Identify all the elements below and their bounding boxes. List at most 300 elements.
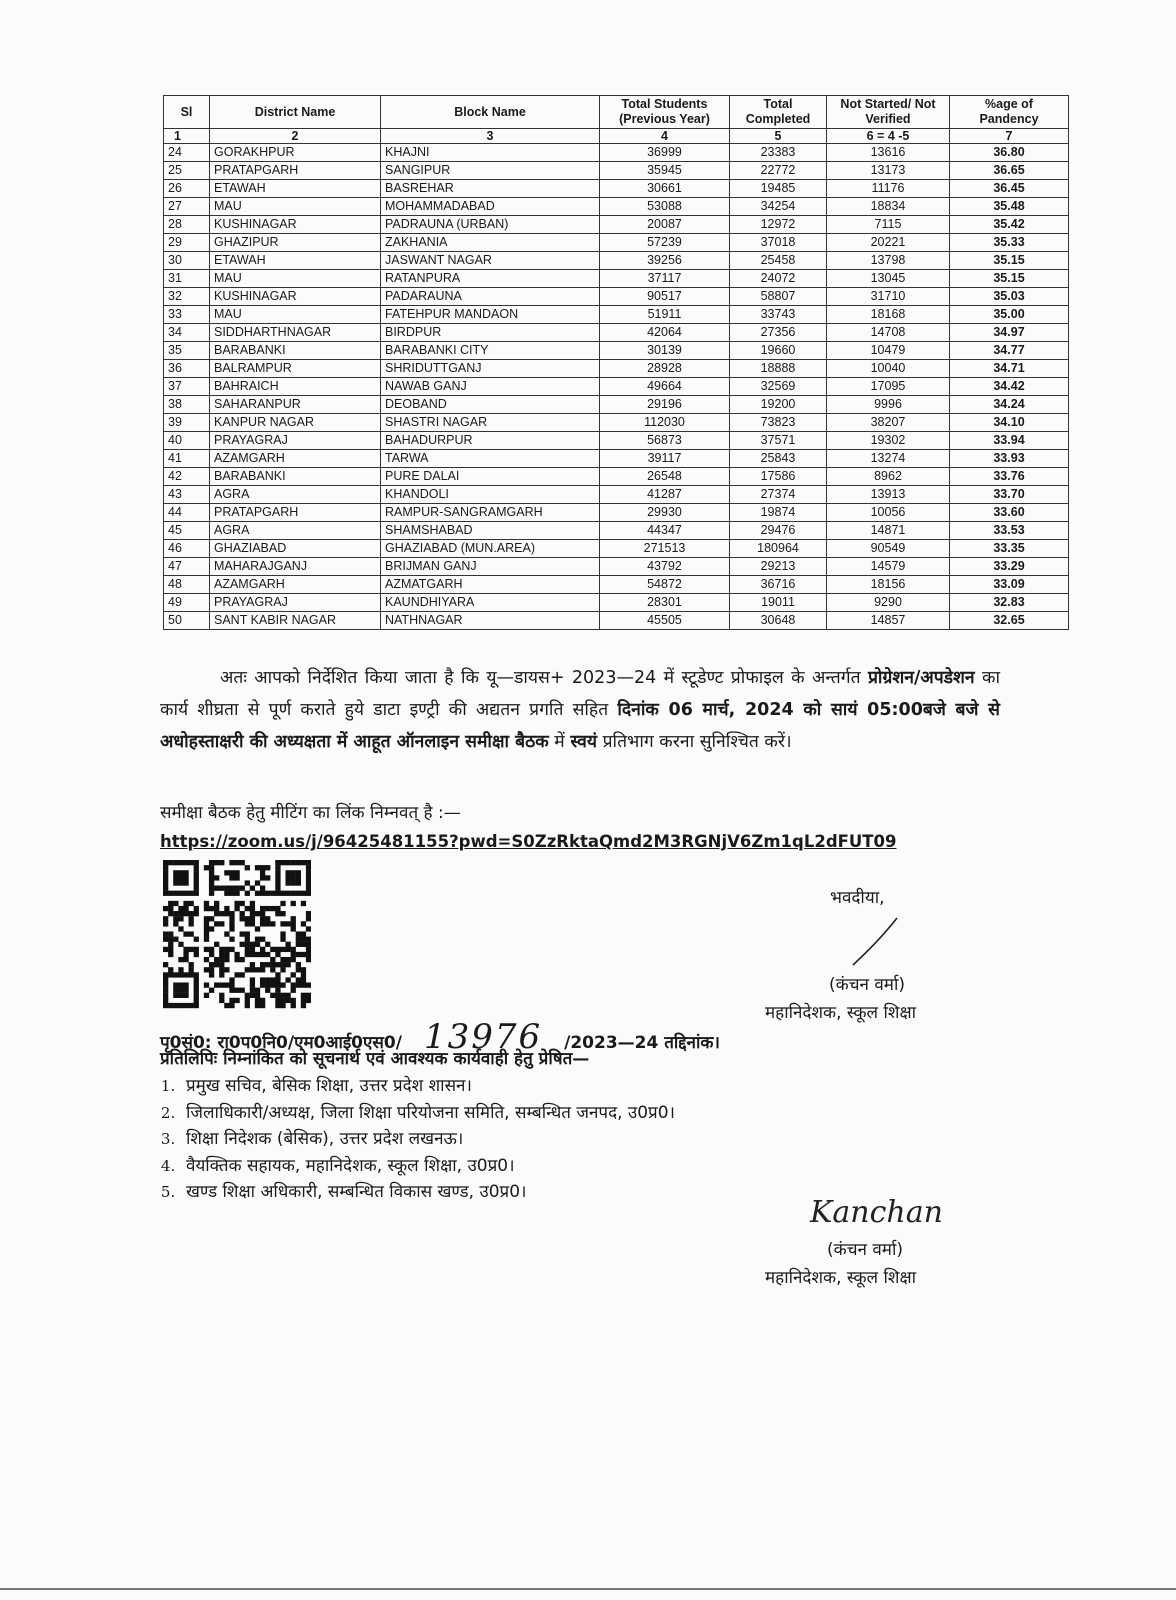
qr-module [209, 916, 214, 921]
qr-module [204, 916, 209, 921]
row-sl: 37 [164, 378, 210, 396]
row-pendency: 35.00 [950, 306, 1069, 324]
row-total-students: 90517 [600, 288, 730, 306]
row-block: NAWAB GANJ [381, 378, 600, 396]
signatory-name: (कंचन वर्मा) [829, 975, 905, 995]
qr-module [270, 891, 275, 896]
qr-module [229, 916, 234, 921]
qr-module [194, 911, 199, 916]
row-district: PRATAPGARH [210, 162, 381, 180]
qr-module [194, 891, 199, 896]
col-number: 5 [730, 129, 827, 144]
qr-module [296, 962, 301, 967]
qr-module [189, 962, 194, 967]
qr-module [296, 875, 301, 880]
qr-module [260, 937, 265, 942]
qr-module [275, 952, 280, 957]
qr-module [214, 942, 219, 947]
qr-module [265, 906, 270, 911]
row-district: KUSHINAGAR [210, 216, 381, 234]
qr-module [270, 993, 275, 998]
row-block: PADRAUNA (URBAN) [381, 216, 600, 234]
row-total-students: 42064 [600, 324, 730, 342]
row-sl: 27 [164, 198, 210, 216]
qr-module [173, 937, 178, 942]
qr-module [255, 880, 260, 885]
row-pendency: 35.15 [950, 252, 1069, 270]
signatory-name-2: (कंचन वर्मा) [827, 1240, 903, 1260]
row-district: AGRA [210, 522, 381, 540]
row-block: SHASTRI NAGAR [381, 414, 600, 432]
qr-module [285, 880, 290, 885]
qr-module [163, 962, 168, 967]
row-total-completed: 27374 [730, 486, 827, 504]
qr-module [209, 860, 214, 865]
row-total-students: 54872 [600, 576, 730, 594]
qr-module [183, 870, 188, 875]
qr-module [301, 891, 306, 896]
signatory-designation-2: महानिदेशक, स्कूल शिक्षा [765, 1268, 917, 1288]
qr-module [189, 901, 194, 906]
qr-module [224, 1003, 229, 1008]
row-total-completed: 17586 [730, 468, 827, 486]
qr-module [280, 962, 285, 967]
qr-module [163, 993, 168, 998]
qr-module [280, 901, 285, 906]
handwritten-signature: Kanchan [810, 1195, 943, 1230]
qr-module [240, 901, 245, 906]
qr-module [265, 942, 270, 947]
table-row [164, 360, 1069, 378]
qr-module [260, 870, 265, 875]
qr-module [189, 921, 194, 926]
qr-module [229, 947, 234, 952]
qr-module [229, 911, 234, 916]
qr-module [178, 1003, 183, 1008]
qr-module [163, 875, 168, 880]
qr-module [224, 886, 229, 891]
qr-module [209, 870, 214, 875]
row-sl: 36 [164, 360, 210, 378]
qr-module [296, 860, 301, 865]
row-district: SIDDHARTHNAGAR [210, 324, 381, 342]
qr-module [168, 891, 173, 896]
qr-module [301, 901, 306, 906]
qr-module [301, 972, 306, 977]
qr-module [178, 957, 183, 962]
qr-module [255, 937, 260, 942]
qr-module [189, 860, 194, 865]
qr-module [250, 901, 255, 906]
qr-module [301, 977, 306, 982]
qr-module [280, 937, 285, 942]
qr-module [306, 998, 311, 1003]
qr-module [178, 906, 183, 911]
qr-module [183, 931, 188, 936]
qr-module [280, 860, 285, 865]
table-row [164, 504, 1069, 522]
qr-module [291, 972, 296, 977]
qr-module [270, 957, 275, 962]
row-not-started: 13616 [827, 144, 950, 162]
qr-module [275, 988, 280, 993]
qr-module [280, 1003, 285, 1008]
col-header-not-started: Not Started/ Not Verified [827, 96, 950, 129]
qr-module [260, 921, 265, 926]
qr-module [163, 891, 168, 896]
qr-module [214, 962, 219, 967]
qr-module [234, 860, 239, 865]
qr-module [291, 926, 296, 931]
qr-module [183, 952, 188, 957]
qr-module [234, 901, 239, 906]
qr-module [163, 906, 168, 911]
qr-module [189, 972, 194, 977]
qr-module [183, 1003, 188, 1008]
qr-module [224, 982, 229, 987]
qr-code [163, 860, 311, 1010]
row-pendency: 33.94 [950, 432, 1069, 450]
row-sl: 28 [164, 216, 210, 234]
qr-module [209, 967, 214, 972]
row-pendency: 33.29 [950, 558, 1069, 576]
qr-module [219, 982, 224, 987]
instruction-text-2: का कार्य शीघ्रता से पूर्ण कराते हुये डाटा इण्ट्री की अद्यतन प्रगति सहित [160, 668, 1000, 720]
qr-module [183, 982, 188, 987]
row-district: BAHRAICH [210, 378, 381, 396]
qr-module [168, 860, 173, 865]
instruction-text-4: प्रतिभाग करना सुनिश्चित करें। [597, 732, 792, 752]
qr-module [291, 982, 296, 987]
row-sl: 41 [164, 450, 210, 468]
qr-module [234, 972, 239, 977]
qr-module [163, 972, 168, 977]
row-not-started: 17095 [827, 378, 950, 396]
row-total-completed: 19485 [730, 180, 827, 198]
qr-module [194, 937, 199, 942]
qr-module [265, 977, 270, 982]
row-block: BARABANKI CITY [381, 342, 600, 360]
qr-module [285, 957, 290, 962]
qr-module [270, 982, 275, 987]
row-total-students: 43792 [600, 558, 730, 576]
qr-module [183, 875, 188, 880]
instruction-bold-1: प्रोग्रेशन/अपडेशन [867, 668, 975, 688]
qr-module [209, 891, 214, 896]
table-row [164, 324, 1069, 342]
qr-module [250, 921, 255, 926]
col-number: 6 = 4 -5 [827, 129, 950, 144]
qr-module [168, 937, 173, 942]
qr-module [260, 865, 265, 870]
qr-module [209, 926, 214, 931]
qr-module [250, 988, 255, 993]
row-total-completed: 180964 [730, 540, 827, 558]
qr-module [255, 865, 260, 870]
qr-module [204, 957, 209, 962]
qr-module [255, 911, 260, 916]
qr-module [275, 870, 280, 875]
qr-module [219, 972, 224, 977]
qr-module [245, 921, 250, 926]
table-row [164, 576, 1069, 594]
qr-module [306, 880, 311, 885]
qr-module [173, 988, 178, 993]
qr-module [163, 937, 168, 942]
qr-module [296, 942, 301, 947]
row-block: DEOBAND [381, 396, 600, 414]
qr-module [204, 993, 209, 998]
qr-module [250, 911, 255, 916]
row-total-completed: 32569 [730, 378, 827, 396]
qr-module [275, 886, 280, 891]
qr-module [260, 1003, 265, 1008]
row-not-started: 13045 [827, 270, 950, 288]
qr-module [183, 860, 188, 865]
qr-module [285, 977, 290, 982]
row-block: GHAZIABAD (MUN.AREA) [381, 540, 600, 558]
row-total-students: 112030 [600, 414, 730, 432]
qr-module [275, 962, 280, 967]
row-district: PRAYAGRAJ [210, 594, 381, 612]
column-number-row [164, 129, 1069, 144]
qr-module [250, 886, 255, 891]
row-pendency: 34.10 [950, 414, 1069, 432]
qr-module [194, 906, 199, 911]
qr-module [168, 972, 173, 977]
qr-module [301, 937, 306, 942]
row-sl: 40 [164, 432, 210, 450]
qr-module [224, 911, 229, 916]
qr-module [265, 982, 270, 987]
row-not-started: 14871 [827, 522, 950, 540]
table-row [164, 414, 1069, 432]
qr-module [229, 998, 234, 1003]
qr-module [275, 906, 280, 911]
row-sl: 46 [164, 540, 210, 558]
row-sl: 45 [164, 522, 210, 540]
row-not-started: 11176 [827, 180, 950, 198]
row-sl: 26 [164, 180, 210, 198]
row-sl: 48 [164, 576, 210, 594]
qr-module [265, 952, 270, 957]
qr-module [255, 998, 260, 1003]
qr-module [265, 916, 270, 921]
qr-module [229, 937, 234, 942]
qr-module [194, 947, 199, 952]
row-total-completed: 58807 [730, 288, 827, 306]
copy-to-list [150, 1073, 900, 1206]
qr-module [275, 875, 280, 880]
row-pendency: 36.80 [950, 144, 1069, 162]
qr-module [255, 942, 260, 947]
qr-module [291, 957, 296, 962]
table-row [164, 522, 1069, 540]
qr-module [224, 931, 229, 936]
row-total-students: 36999 [600, 144, 730, 162]
row-not-started: 8962 [827, 468, 950, 486]
qr-module [183, 947, 188, 952]
qr-module [163, 931, 168, 936]
row-total-students: 45505 [600, 612, 730, 630]
qr-module [280, 967, 285, 972]
table-row [164, 396, 1069, 414]
col-header-sl: Sl [164, 96, 210, 129]
qr-module [260, 916, 265, 921]
row-total-completed: 19874 [730, 504, 827, 522]
row-block: RATANPURA [381, 270, 600, 288]
qr-module [168, 911, 173, 916]
qr-module [224, 906, 229, 911]
instruction-bold-2: दिनांक 06 मार्च, 2024 को सायं 05:00बजे बजे से अधोहस्ताक्षरी की अध्यक्षता में आहूत ऑनलाइन समीक्षा बैठक [160, 700, 1000, 752]
row-total-students: 49664 [600, 378, 730, 396]
qr-module [265, 921, 270, 926]
qr-module [265, 962, 270, 967]
qr-module [163, 916, 168, 921]
qr-module [291, 1003, 296, 1008]
row-not-started: 18156 [827, 576, 950, 594]
row-district: ETAWAH [210, 252, 381, 270]
row-pendency: 34.97 [950, 324, 1069, 342]
table-row [164, 468, 1069, 486]
qr-module [291, 952, 296, 957]
qr-module [280, 931, 285, 936]
col-number: 4 [600, 129, 730, 144]
qr-module [183, 880, 188, 885]
qr-module [209, 947, 214, 952]
qr-module [250, 952, 255, 957]
row-district: AGRA [210, 486, 381, 504]
copy-to-item: 2. जिलाधिकारी/अध्यक्ष, जिला शिक्षा परियोजना समिति, सम्बन्धित जनपद, उ0प्र0। [180, 1100, 900, 1127]
qr-module [163, 870, 168, 875]
col-number: 2 [210, 129, 381, 144]
row-pendency: 33.53 [950, 522, 1069, 540]
qr-module [194, 875, 199, 880]
row-not-started: 31710 [827, 288, 950, 306]
row-sl: 44 [164, 504, 210, 522]
col-header-block: Block Name [381, 96, 600, 129]
row-total-students: 28301 [600, 594, 730, 612]
row-total-students: 30139 [600, 342, 730, 360]
row-district: SANT KABIR NAGAR [210, 612, 381, 630]
qr-module [173, 921, 178, 926]
qr-module [204, 967, 209, 972]
qr-module [291, 988, 296, 993]
qr-module [265, 875, 270, 880]
qr-module [245, 967, 250, 972]
qr-module [234, 988, 239, 993]
qr-module [189, 947, 194, 952]
col-header-total-completed: Total Completed [730, 96, 827, 129]
qr-module [194, 998, 199, 1003]
qr-module [280, 982, 285, 987]
row-block: SANGIPUR [381, 162, 600, 180]
qr-module [291, 901, 296, 906]
row-sl: 30 [164, 252, 210, 270]
qr-module [168, 967, 173, 972]
qr-module [260, 998, 265, 1003]
qr-module [209, 880, 214, 885]
qr-module [275, 982, 280, 987]
qr-module [204, 982, 209, 987]
row-block: KHANDOLI [381, 486, 600, 504]
qr-module [209, 962, 214, 967]
row-block: RAMPUR-SANGRAMGARH [381, 504, 600, 522]
qr-module [183, 891, 188, 896]
row-total-students: 56873 [600, 432, 730, 450]
row-not-started: 19302 [827, 432, 950, 450]
qr-module [224, 947, 229, 952]
qr-module [178, 993, 183, 998]
qr-module [301, 967, 306, 972]
qr-module [183, 972, 188, 977]
qr-module [260, 952, 265, 957]
qr-module [178, 870, 183, 875]
qr-module [296, 931, 301, 936]
qr-module [178, 875, 183, 880]
meeting-link[interactable]: https://zoom.us/j/96425481155?pwd=S0ZzRktaQmd2M3RGNjV6Zm1qL2dFUT09 [160, 832, 897, 851]
row-total-students: 30661 [600, 180, 730, 198]
qr-module [194, 972, 199, 977]
qr-module [296, 937, 301, 942]
table-row [164, 270, 1069, 288]
qr-module [296, 891, 301, 896]
row-total-students: 44347 [600, 522, 730, 540]
row-total-students: 39256 [600, 252, 730, 270]
qr-module [260, 967, 265, 972]
qr-module [296, 952, 301, 957]
qr-module [280, 998, 285, 1003]
row-sl: 50 [164, 612, 210, 630]
qr-module [275, 947, 280, 952]
qr-module [229, 977, 234, 982]
qr-module [301, 1003, 306, 1008]
qr-module [255, 926, 260, 931]
row-pendency: 34.77 [950, 342, 1069, 360]
qr-module [173, 880, 178, 885]
qr-module [306, 937, 311, 942]
qr-module [291, 880, 296, 885]
qr-module [240, 988, 245, 993]
qr-module [214, 901, 219, 906]
qr-module [183, 906, 188, 911]
table-row [164, 594, 1069, 612]
copy-to-item: 3. शिक्षा निदेशक (बेसिक), उत्तर प्रदेश लखनऊ। [180, 1126, 900, 1153]
qr-module [255, 993, 260, 998]
qr-module [219, 886, 224, 891]
qr-module [306, 860, 311, 865]
row-not-started: 10479 [827, 342, 950, 360]
table-row [164, 144, 1069, 162]
qr-module [168, 901, 173, 906]
row-total-completed: 73823 [730, 414, 827, 432]
table-row [164, 558, 1069, 576]
qr-module [163, 860, 168, 865]
row-block: BAHADURPUR [381, 432, 600, 450]
qr-module [234, 875, 239, 880]
row-total-completed: 19660 [730, 342, 827, 360]
qr-module [240, 972, 245, 977]
qr-module [250, 916, 255, 921]
row-total-students: 53088 [600, 198, 730, 216]
qr-module [250, 977, 255, 982]
row-total-completed: 23383 [730, 144, 827, 162]
col-header-pendency: %age of Pandency [950, 96, 1069, 129]
qr-module [260, 962, 265, 967]
qr-module [194, 860, 199, 865]
qr-module [209, 875, 214, 880]
row-block: TARWA [381, 450, 600, 468]
